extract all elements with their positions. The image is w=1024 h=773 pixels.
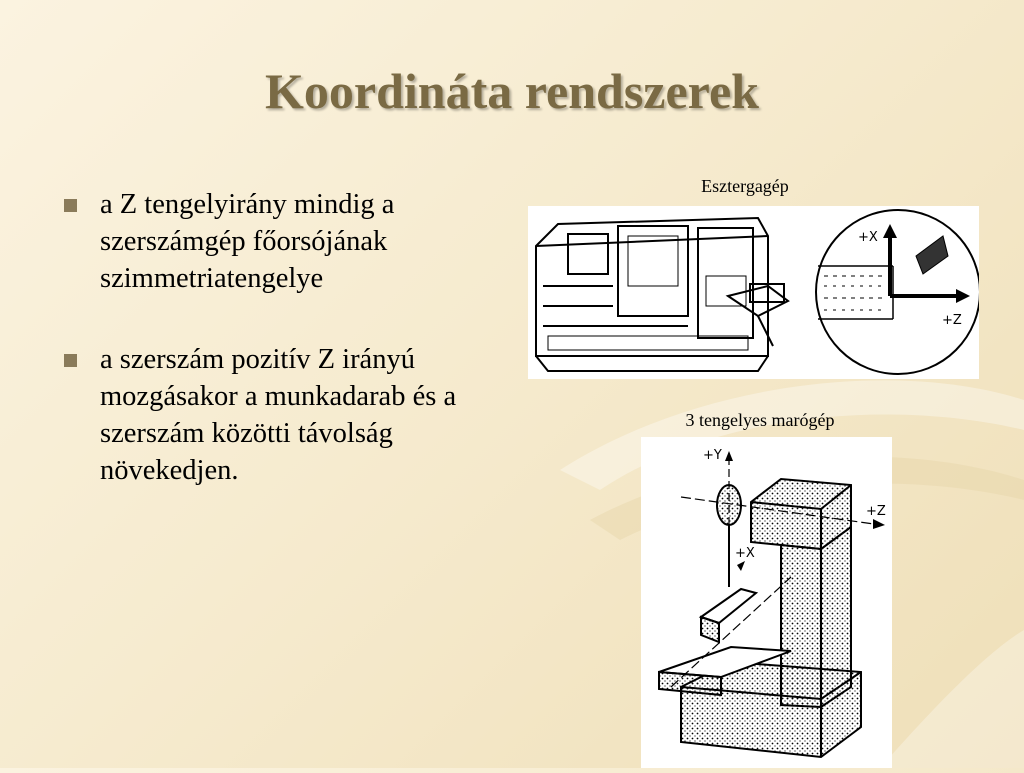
lathe-axis-z-label: +Z — [942, 313, 962, 328]
lathe-caption: Esztergagép — [701, 176, 789, 196]
lathe-drawing — [528, 206, 979, 379]
mill-figure — [641, 437, 892, 768]
mill-caption: 3 tengelyes marógép — [685, 410, 835, 430]
bullet-list — [62, 186, 512, 533]
lathe-figure — [528, 206, 979, 379]
mill-axis-x-label: +X — [735, 546, 755, 561]
mill-axis-y-label: +Y — [703, 448, 722, 463]
square-bullet-icon — [64, 354, 77, 367]
lathe-axis-x-label: +X — [858, 230, 878, 245]
mill-axis-z-label: +Z — [866, 504, 886, 519]
bullet-text: a szerszám pozitív Z irányú mozgásakor a munkadarab és a szerszám közötti távolság növekedjen. — [100, 344, 457, 486]
mill-drawing — [641, 437, 892, 768]
slide-title: Koordináta rendszerek — [265, 63, 759, 119]
square-bullet-icon — [64, 199, 77, 212]
bullet-text: a Z tengelyirány mindig a szerszámgép főorsójának szimmetriatengelye — [100, 189, 395, 294]
bullet-item — [62, 341, 512, 489]
bullet-item — [62, 186, 512, 297]
